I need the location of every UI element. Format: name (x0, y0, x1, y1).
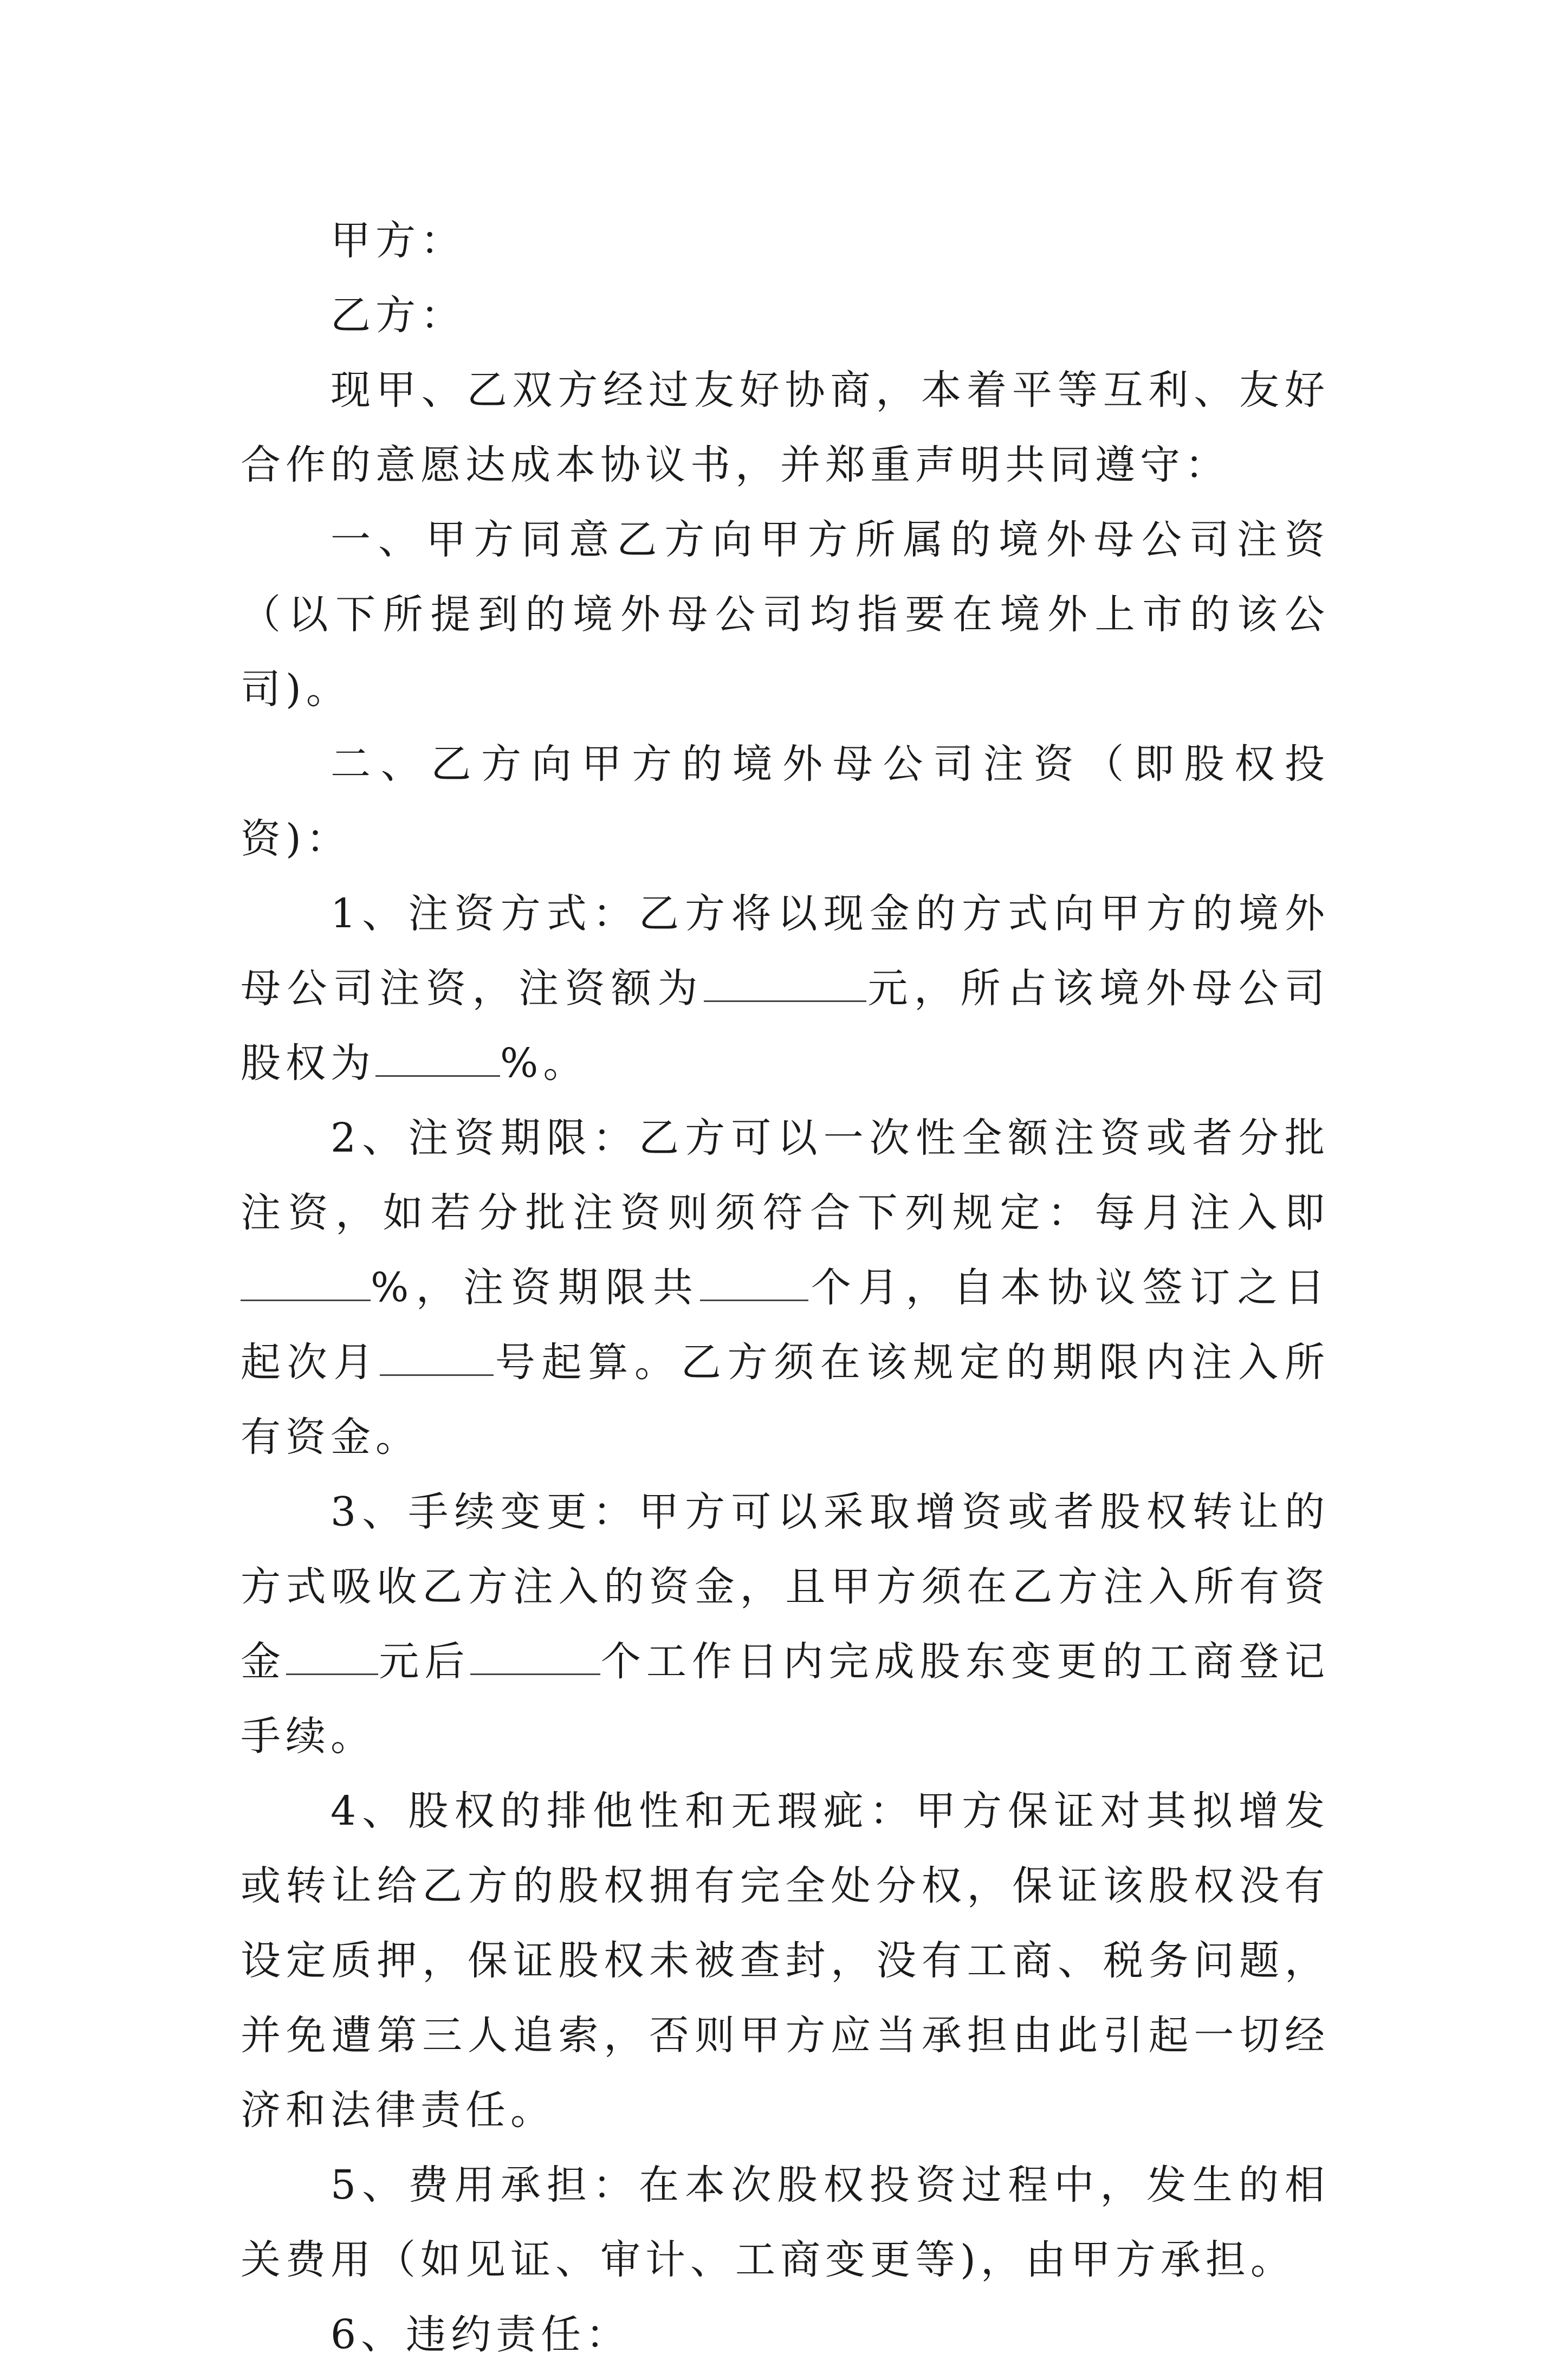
item-1-text-c: %。 (500, 1040, 588, 1087)
item-3-paragraph (241, 1475, 1330, 1774)
item-5-paragraph: 5、费用承担：在本次股权投资过程中，发生的相关费用（如见证、审计、工商变更等)，由甲方承担。 (241, 2162, 1330, 2283)
item-3-text-a: 3、手续变更：甲方可以采取增资或者股权转让的方式吸收乙方注入的资金，且甲方须在乙方注入所有资金 (241, 1489, 1330, 1685)
item-3-text-c: 个工作日内完成股东变更的工商登记手续。 (241, 1638, 1330, 1760)
item-2-text-a: 2、注资期限：乙方可以一次性全额注资或者分批注资，如若分批注资则须符合下列规定：每月注入即 (241, 1115, 1330, 1236)
item-3-text-b: 元后 (378, 1638, 470, 1685)
item-2-text-d: 号起算。乙方须在该规定的期限内注入所有资金。 (241, 1339, 1330, 1460)
clause-1-paragraph: 一、甲方同意乙方向甲方所属的境外母公司注资（以下所提到的境外母公司均指要在境外上市的该公司)。 (241, 516, 1330, 713)
item-1-text-a: 1、注资方式：乙方将以现金的方式向甲方的境外母公司注资，注资额为 (241, 890, 1330, 1012)
funds-amount-blank (286, 1640, 378, 1675)
party-a-line: 甲方： (331, 217, 465, 264)
preamble-paragraph: 现甲、乙双方经过友好协商，本着平等互利、友好合作的意愿达成本协议书，并郑重声明共同遵守： (241, 367, 1330, 488)
item-4-paragraph: 4、股权的排他性和无瑕疵：甲方保证对其拟增发或转让给乙方的股权拥有完全处分权，保证该股权没有设定质押，保证股权未被查封，没有工商、税务问题，并免遭第三人追索，否则甲方应当承担由此引起一切经济和法律责任。 (241, 1788, 1330, 2134)
months-count-blank (700, 1266, 808, 1301)
clause-2-paragraph: 二、乙方向甲方的境外母公司注资（即股权投资)： (241, 741, 1330, 862)
item-2-text-b: %，注资期限共 (371, 1264, 701, 1311)
item-2-text-c: 个月，自本协议签订之日起次月 (241, 1264, 1330, 1386)
equity-percentage-blank (375, 1042, 500, 1077)
item-2-paragraph (241, 1101, 1330, 1475)
document-body (241, 203, 1330, 2372)
working-days-blank (470, 1640, 600, 1675)
investment-amount-blank (704, 967, 866, 1002)
monthly-percentage-blank (241, 1266, 371, 1301)
item-1-text-b: 元，所占该境外母公司股权为 (241, 965, 1330, 1087)
item-6-paragraph: 6、违约责任： (331, 2311, 631, 2358)
start-day-blank (380, 1341, 494, 1376)
party-b-line: 乙方： (331, 292, 465, 339)
item-1-paragraph (241, 876, 1330, 1101)
